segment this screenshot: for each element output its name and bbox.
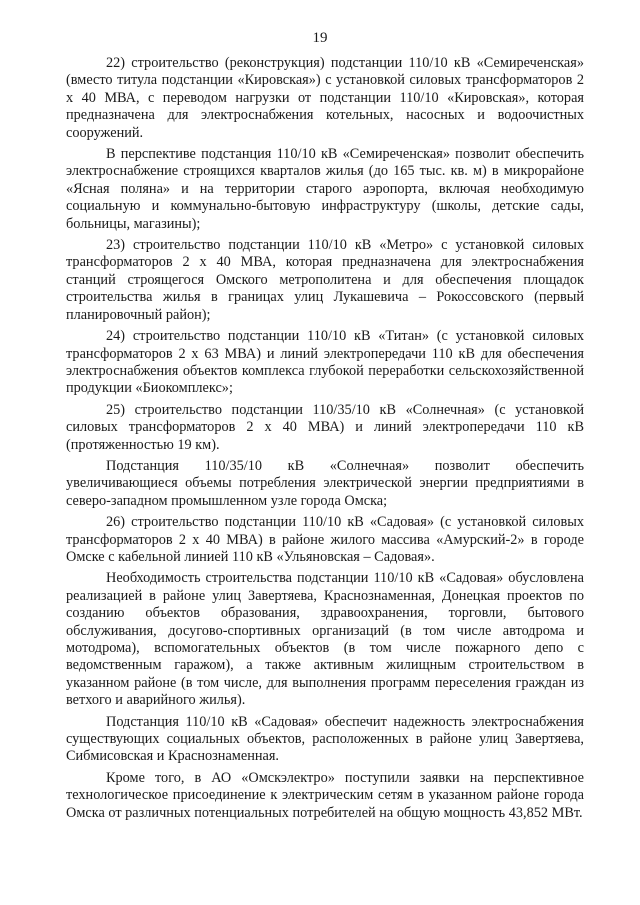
paragraph-item-22: 22) строительство (реконструкция) подстанции 110/10 кВ «Семиреченская» (вместо титула подстанции «Кировская») с установкой силовых трансформаторов 2 х 40 МВА, с переводом нагрузки от подстанции 110/10 «Кировская», которая предназначена для электроснабжения котельных, насосных и водоочистных сооружений.: [66, 55, 584, 141]
paragraph-item-25: 25) строительство подстанции 110/35/10 кВ «Солнечная» (с установкой силовых трансформаторов 2 х 40 МВА) и линий электропередачи 110 кВ (протяженностью 19 км).: [66, 401, 584, 453]
paragraph-solnechnaya-note: Подстанция 110/35/10 кВ «Солнечная» позволит обеспечить увеличивающиеся объемы потребления электрической энергии предприятиями в северо-западном промышленном узле города Омска;: [66, 457, 584, 509]
paragraph-omskelectro-requests: Кроме того, в АО «Омскэлектро» поступили заявки на перспективное технологическое присоединение к электрическим сетям в указанном районе города Омска от различных потенциальных потребителей на общую мощность 43,852 МВт.: [66, 769, 584, 821]
paragraph-sadovaya-necessity: Необходимость строительства подстанции 110/10 кВ «Садовая» обусловлена реализацией в районе улиц Завертяева, Краснознаменная, Донецкая проектов по созданию объектов образования, здравоохранения, торговли, бытового обслуживания, досугово-спортивных организаций (в том числе автодрома и мотодрома), вспомогательных объектов (в том числе пожарного депо с ведомственным гаражом), а также активным жилищным строительством в указанном районе (в том числе, для выполнения программ переселения граждан из ветхого и аварийного жилья).: [66, 570, 584, 709]
document-body: [66, 55, 584, 826]
page-number: 19: [312, 30, 328, 46]
paragraph-sadovaya-reliability: Подстанция 110/10 кВ «Садовая» обеспечит надежность электроснабжения существующих социальных объектов, расположенных в районе улиц Завертяева, Сибмисовская и Краснознаменная.: [66, 713, 584, 765]
paragraph-item-24: 24) строительство подстанции 110/10 кВ «Титан» (с установкой силовых трансформаторов 2 х 63 МВА) и линий электропередачи 110 кВ для обеспечения электроснабжения объектов комплекса глубокой переработки сельскохозяйственной продукции «Биокомплекс»;: [66, 328, 584, 397]
paragraph-semirechenskaya-perspective: В перспективе подстанция 110/10 кВ «Семиреченская» позволит обеспечить электроснабжение строящихся кварталов жилья (до 165 тыс. кв. м) в микрорайоне «Ясная поляна» и на территории старого аэропорта, включая необходимую социальную и коммунально-бытовую инфраструктуру (школы, детские сады, больницы, магазины);: [66, 146, 584, 232]
paragraph-item-23: 23) строительство подстанции 110/10 кВ «Метро» с установкой силовых трансформаторов 2 х 40 МВА, которая предназначена для электроснабжения станций строящегося Омского метрополитена и для обеспечения площадок строительства жилья в границах улиц Лукашевича – Рокоссовского (первый планировочный район);: [66, 237, 584, 323]
paragraph-item-26: 26) строительство подстанции 110/10 кВ «Садовая» (с установкой силовых трансформаторов 2 х 40 МВА) в районе жилого массива «Амурский-2» в городе Омске с кабельной линией 110 кВ «Ульяновская – Садовая».: [66, 514, 584, 565]
